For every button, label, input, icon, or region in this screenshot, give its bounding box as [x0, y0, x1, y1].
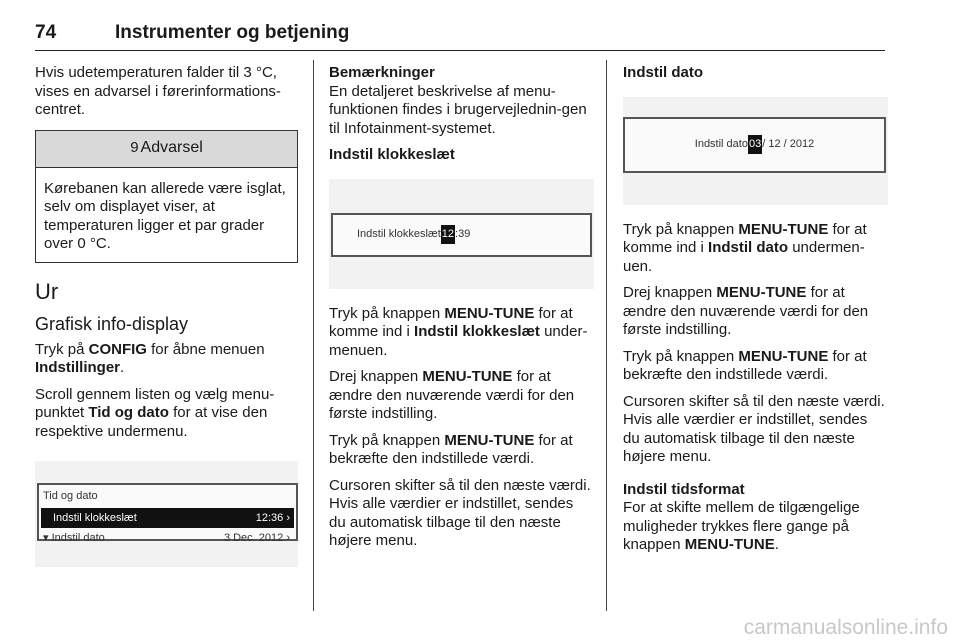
paragraph: Tryk på knappen MENU-TUNE for at komme ind i Indstil dato undermen-uen. [623, 220, 867, 275]
subsection-title: Indstil tidsformat [623, 480, 745, 498]
warning-text: Kørebanen kan allerede være isglat, selv om displayet viser, at temperaturen ligger et par grader over 0 °C. [44, 179, 286, 252]
paragraph: Cursoren skifter så til den næste værdi. Hvis alle værdier er indstillet, sendes du automatisk tilbage til den næste højere menu. [623, 392, 885, 465]
paragraph: Cursoren skifter så til den næste værdi. Hvis alle værdier er indstillet, sendes du automatisk tilbage til den næste højere menu. [329, 476, 591, 549]
warning-header [36, 131, 297, 168]
intro-paragraph: Hvis udetemperaturen falder til 3 °C, vises en advarsel i førerinformations-centret. [35, 64, 281, 118]
warning-icon: 9 [130, 139, 139, 157]
display-frame [331, 213, 592, 257]
subsection-title: Indstil dato [623, 64, 703, 81]
column-divider [606, 60, 607, 611]
display-frame [37, 483, 298, 544]
column-divider [313, 60, 314, 611]
watermark: carmanualsonline.info [743, 616, 948, 639]
page-number: 74 [35, 22, 57, 43]
paragraph: For at skifte mellem de tilgængelige muligheder trykkes flere gange på knappen MENU-TUNE. [623, 499, 860, 553]
note-title: Bemærkninger [329, 64, 435, 81]
subsection-heading: Grafisk info-display [35, 313, 189, 334]
display-screenshot [329, 179, 594, 289]
display-rest: :39 [455, 228, 471, 241]
paragraph: Tryk på knappen MENU-TUNE for at bekræfte den indstillede værdi. [329, 431, 573, 467]
display-screenshot [35, 461, 298, 567]
column-1 [35, 64, 298, 567]
display-highlight: 03 [748, 135, 762, 154]
column-2 [329, 64, 594, 559]
paragraph: Tryk på knappen MENU-TUNE for at komme ind i Indstil klokkeslæt under-menuen. [329, 304, 588, 359]
display-screenshot [623, 97, 888, 205]
note-text: En detaljeret beskrivelse af menu-funktionen findes i brugervejlednin-gen til Infotainment-systemet. [329, 82, 587, 137]
display-title: Tid og dato [43, 490, 98, 502]
display-frame [623, 117, 886, 173]
subsection-title: Indstil klokkeslæt [329, 146, 455, 163]
paragraph: Tryk på knappen MENU-TUNE for at bekræfte den indstillede værdi. [623, 347, 867, 383]
arrow-down-icon: ▾ [43, 532, 52, 544]
display-rest: / 12 / 2012 [762, 138, 815, 151]
display-label: Indstil dato [694, 138, 748, 151]
paragraph: Tryk på CONFIG for åbne menuen Indstillinger. [35, 340, 265, 376]
paragraph: Scroll gennem listen og vælg menu-punktet Tid og dato for at vise den respektive undermenu. [35, 385, 275, 440]
paragraph: Drej knappen MENU-TUNE for at ændre den nuværende værdi for den første indstilling. [623, 284, 869, 338]
page-header [35, 14, 885, 51]
warning-title: Advarsel [140, 139, 203, 157]
warning-box [35, 130, 298, 263]
display-label: Indstil klokkeslæt [357, 228, 441, 241]
display-row: ▾ Indstil dato 3 Dec. 2012 › [43, 532, 290, 544]
paragraph: Drej knappen MENU-TUNE for at ændre den nuværende værdi for den første indstilling. [329, 368, 575, 422]
display-row-selected: Indstil klokkeslæt 12:36 › [41, 508, 294, 529]
chapter-title: Instrumenter og betjening [115, 22, 350, 43]
display-highlight: 12 [441, 225, 455, 244]
column-3 [623, 64, 888, 563]
section-heading: Ur [35, 278, 59, 304]
